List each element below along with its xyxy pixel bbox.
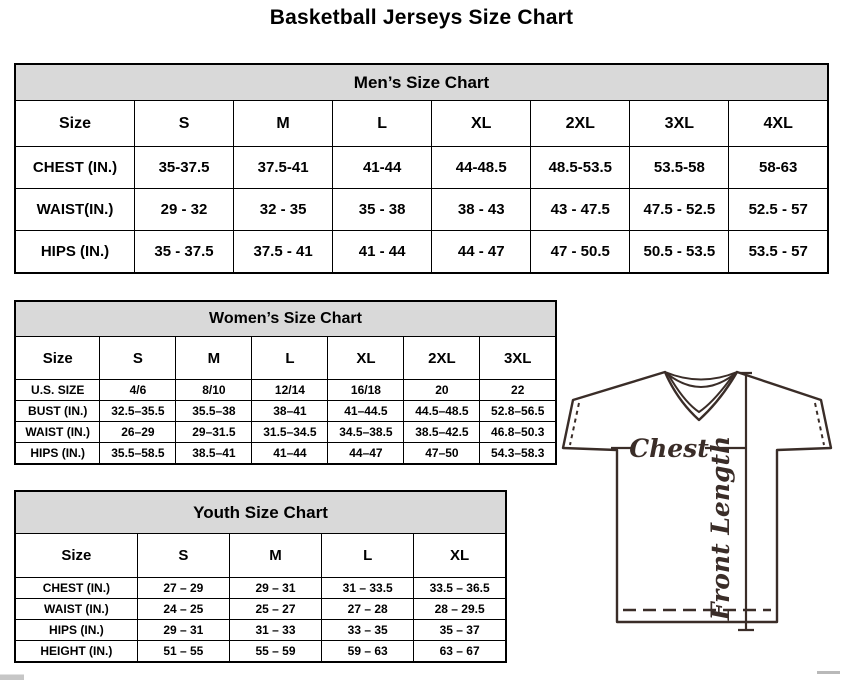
data-cell: 44–47 [328, 443, 404, 465]
data-cell: 12/14 [252, 380, 328, 401]
row-label-cell: WAIST (IN.) [15, 599, 137, 620]
collar-rib-arc [665, 372, 737, 380]
column-header-cell: Size [15, 101, 135, 147]
data-cell: 47 - 50.5 [531, 231, 630, 274]
data-cell: 59 – 63 [322, 641, 414, 663]
column-header-cell: Size [15, 337, 100, 380]
data-cell: 31.5–34.5 [252, 422, 328, 443]
data-cell: 44.5–48.5 [404, 401, 480, 422]
data-cell: 27 – 29 [137, 578, 229, 599]
data-cell: 32 - 35 [234, 189, 333, 231]
row-label-cell: CHEST (IN.) [15, 578, 137, 599]
data-cell: 52.5 - 57 [729, 189, 828, 231]
data-cell: 35 - 38 [333, 189, 432, 231]
data-cell: 46.8–50.3 [480, 422, 556, 443]
column-header-cell: XL [414, 534, 506, 578]
data-cell: 41–44 [252, 443, 328, 465]
table-row [15, 401, 556, 422]
data-cell: 29 – 31 [229, 578, 321, 599]
scrollbar-fragment[interactable] [817, 671, 840, 674]
table-row [15, 380, 556, 401]
womens-size-chart-table [14, 300, 557, 465]
data-cell: 41-44 [333, 147, 432, 189]
data-cell: 31 – 33 [229, 620, 321, 641]
column-header-cell: M [234, 101, 333, 147]
data-cell: 50.5 - 53.5 [630, 231, 729, 274]
data-cell: 35 – 37 [414, 620, 506, 641]
data-cell: 41 - 44 [333, 231, 432, 274]
column-header-cell: L [333, 101, 432, 147]
data-cell: 34.5–38.5 [328, 422, 404, 443]
data-cell: 53.5 - 57 [729, 231, 828, 274]
data-cell: 35-37.5 [135, 147, 234, 189]
column-header-cell: M [176, 337, 252, 380]
table-row [15, 422, 556, 443]
data-cell: 38.5–41 [176, 443, 252, 465]
data-cell: 27 – 28 [322, 599, 414, 620]
data-cell: 26–29 [100, 422, 176, 443]
table-title: Youth Size Chart [15, 491, 506, 534]
table-row [15, 599, 506, 620]
front-length-label: Front Length [706, 435, 735, 621]
front-length-measure-line [738, 373, 754, 630]
data-cell: 22 [480, 380, 556, 401]
data-cell: 33 – 35 [322, 620, 414, 641]
data-cell: 38–41 [252, 401, 328, 422]
column-header-cell: S [100, 337, 176, 380]
data-cell: 24 – 25 [137, 599, 229, 620]
column-header-cell: 2XL [404, 337, 480, 380]
data-cell: 20 [404, 380, 480, 401]
column-header-cell: 3XL [630, 101, 729, 147]
data-cell: 32.5–35.5 [100, 401, 176, 422]
row-label-cell: U.S. SIZE [15, 380, 100, 401]
data-cell: 35 - 37.5 [135, 231, 234, 274]
chest-label: Chest [629, 434, 709, 463]
column-header-cell: Size [15, 534, 137, 578]
column-header-cell: L [322, 534, 414, 578]
row-label-cell: WAIST (IN.) [15, 422, 100, 443]
data-cell: 52.8–56.5 [480, 401, 556, 422]
table-row [15, 189, 828, 231]
data-cell: 29–31.5 [176, 422, 252, 443]
column-header-cell: M [229, 534, 321, 578]
data-cell: 29 – 31 [137, 620, 229, 641]
data-cell: 51 – 55 [137, 641, 229, 663]
horizontal-scrollbar-thumb[interactable] [0, 674, 24, 680]
page-title: Basketball Jerseys Size Chart [269, 6, 574, 29]
table-row [15, 147, 828, 189]
data-cell: 8/10 [176, 380, 252, 401]
data-cell: 43 - 47.5 [531, 189, 630, 231]
data-cell: 54.3–58.3 [480, 443, 556, 465]
row-label-cell: HIPS (IN.) [15, 620, 137, 641]
table-title: Women’s Size Chart [15, 301, 556, 337]
youth-size-chart-table [14, 490, 507, 663]
column-header-cell: 2XL [531, 101, 630, 147]
data-cell: 38.5–42.5 [404, 422, 480, 443]
table-row [15, 578, 506, 599]
row-label-cell: HIPS (IN.) [15, 231, 135, 274]
column-header-cell: XL [328, 337, 404, 380]
data-cell: 37.5 - 41 [234, 231, 333, 274]
row-label-cell: HIPS (IN.) [15, 443, 100, 465]
data-cell: 28 – 29.5 [414, 599, 506, 620]
data-cell: 29 - 32 [135, 189, 234, 231]
data-cell: 31 – 33.5 [322, 578, 414, 599]
data-cell: 44-48.5 [432, 147, 531, 189]
column-header-cell: S [137, 534, 229, 578]
table-row [15, 443, 556, 465]
table-row [15, 231, 828, 274]
data-cell: 48.5-53.5 [531, 147, 630, 189]
column-header-cell: S [135, 101, 234, 147]
jersey-measurement-diagram [557, 360, 837, 660]
data-cell: 63 – 67 [414, 641, 506, 663]
data-cell: 38 - 43 [432, 189, 531, 231]
column-header-cell: L [252, 337, 328, 380]
data-cell: 33.5 – 36.5 [414, 578, 506, 599]
data-cell: 35.5–38 [176, 401, 252, 422]
data-cell: 55 – 59 [229, 641, 321, 663]
row-label-cell: BUST (IN.) [15, 401, 100, 422]
data-cell: 16/18 [328, 380, 404, 401]
data-cell: 47–50 [404, 443, 480, 465]
column-header-cell: XL [432, 101, 531, 147]
data-cell: 4/6 [100, 380, 176, 401]
table-title: Men’s Size Chart [15, 64, 828, 101]
data-cell: 25 – 27 [229, 599, 321, 620]
data-cell: 35.5–58.5 [100, 443, 176, 465]
column-header-cell: 3XL [480, 337, 556, 380]
data-cell: 47.5 - 52.5 [630, 189, 729, 231]
mens-size-chart-table [14, 63, 829, 274]
row-label-cell: WAIST(IN.) [15, 189, 135, 231]
column-header-cell: 4XL [729, 101, 828, 147]
data-cell: 53.5-58 [630, 147, 729, 189]
row-label-cell: HEIGHT (IN.) [15, 641, 137, 663]
table-row [15, 641, 506, 663]
data-cell: 41–44.5 [328, 401, 404, 422]
table-row [15, 620, 506, 641]
row-label-cell: CHEST (IN.) [15, 147, 135, 189]
data-cell: 37.5-41 [234, 147, 333, 189]
data-cell: 58-63 [729, 147, 828, 189]
data-cell: 44 - 47 [432, 231, 531, 274]
